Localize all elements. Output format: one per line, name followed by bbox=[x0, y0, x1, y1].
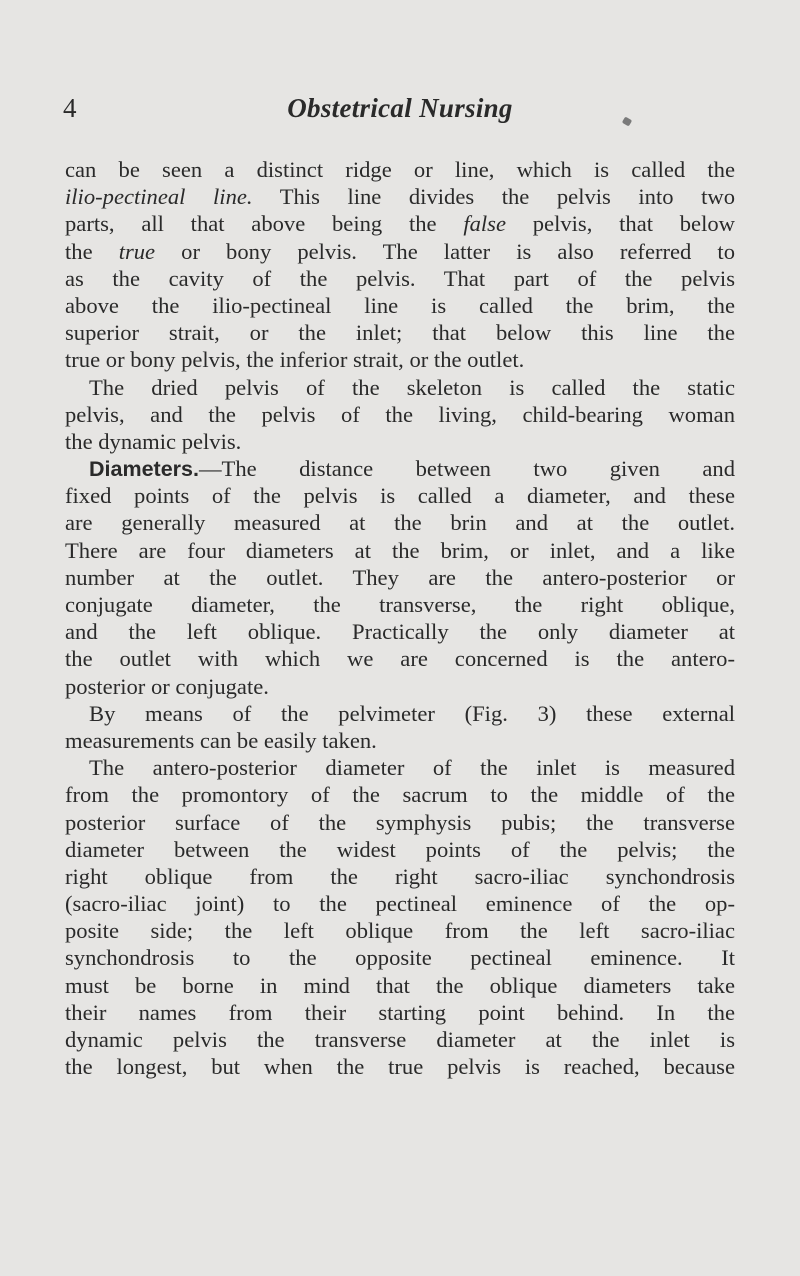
text-line bbox=[65, 537, 735, 564]
text-run: There are four diameters at the brim, or inlet, and a like bbox=[65, 537, 735, 563]
text-line bbox=[65, 727, 735, 754]
page-number: 4 bbox=[63, 93, 77, 123]
text-line bbox=[65, 156, 735, 183]
text-run: the outlet with which we are concerned is the antero- bbox=[65, 646, 735, 672]
text-line bbox=[65, 346, 735, 373]
text-line bbox=[65, 428, 735, 455]
text-run: as the cavity of the pelvis. That part of the pelvis bbox=[65, 265, 735, 291]
text-line bbox=[65, 455, 735, 482]
text-run: must be borne in mind that the oblique diameters take bbox=[65, 972, 735, 998]
text-run: The antero-posterior diameter of the inlet is measured bbox=[89, 755, 735, 781]
text-run: their names from their starting point behind. In the bbox=[65, 999, 735, 1025]
text-run: This line divides the pelvis into two bbox=[252, 184, 736, 210]
text-run: diameter between the widest points of the pelvis; the bbox=[65, 836, 735, 862]
text-run: or bony pelvis. The latter is also referred to bbox=[155, 238, 735, 264]
text-run: true or bony pelvis, the inferior strait, or the outlet. bbox=[65, 347, 525, 373]
text-line bbox=[65, 374, 735, 401]
text-run: are generally measured at the brin and at the outlet. bbox=[65, 510, 735, 536]
text-line bbox=[65, 836, 735, 863]
text-run: conjugate diameter, the transverse, the right oblique, bbox=[65, 592, 735, 617]
text-line bbox=[65, 319, 735, 346]
text-line bbox=[65, 944, 735, 971]
running-title: Obstetrical Nursing bbox=[287, 93, 513, 123]
text-line bbox=[65, 917, 735, 944]
text-line bbox=[65, 1026, 735, 1053]
text-run: measurements can be easily taken. bbox=[65, 727, 377, 753]
text-line bbox=[65, 863, 735, 890]
text-run: synchondrosis to the opposite pectineal eminence. It bbox=[65, 945, 735, 971]
text-run: can be seen a distinct ridge or line, which is called the bbox=[65, 157, 735, 182]
running-head bbox=[0, 90, 800, 130]
text-line bbox=[65, 1053, 735, 1080]
text-run: fixed points of the pelvis is called a diameter, and these bbox=[65, 483, 735, 509]
text-line bbox=[65, 754, 735, 781]
text-run: dynamic pelvis the transverse diameter at the inlet is bbox=[65, 1027, 735, 1052]
text-run: above the ilio-pectineal line is called the brim, the bbox=[65, 292, 735, 318]
text-line bbox=[65, 238, 735, 265]
text-line bbox=[65, 183, 735, 210]
text-line bbox=[65, 618, 735, 645]
text-run: and the left oblique. Practically the only diameter at bbox=[65, 619, 735, 645]
text-run: (sacro-iliac joint) to the pectineal eminence of the op- bbox=[65, 891, 735, 917]
italic-term: ilio-pectineal line. bbox=[65, 184, 253, 210]
text-line bbox=[65, 265, 735, 292]
text-line bbox=[65, 781, 735, 808]
text-line bbox=[65, 645, 735, 672]
text-run: pelvis, and the pelvis of the living, child-bearing woman bbox=[65, 401, 735, 427]
text-line bbox=[65, 999, 735, 1026]
text-line bbox=[65, 401, 735, 428]
text-run: The dried pelvis of the skeleton is called the static bbox=[89, 374, 735, 400]
text-line bbox=[65, 700, 735, 727]
text-line bbox=[65, 292, 735, 319]
text-line bbox=[65, 482, 735, 509]
text-run: right oblique from the right sacro-iliac synchondrosis bbox=[65, 863, 735, 889]
text-run: By means of the pelvimeter (Fig. 3) these external bbox=[89, 700, 735, 726]
text-run: superior strait, or the inlet; that below this line the bbox=[65, 320, 735, 346]
text-run: the longest, but when the true pelvis is reached, because bbox=[65, 1054, 735, 1080]
text-line bbox=[65, 509, 735, 536]
text-run: from the promontory of the sacrum to the middle of the bbox=[65, 782, 735, 808]
text-run: number at the outlet. They are the antero-posterior or bbox=[65, 564, 735, 590]
text-line bbox=[65, 673, 735, 700]
text-line bbox=[65, 972, 735, 999]
section-heading: Diameters. bbox=[89, 457, 199, 482]
text-run: pelvis, that below bbox=[506, 211, 735, 237]
text-line bbox=[65, 210, 735, 237]
text-run: posite side; the left oblique from the left sacro-iliac bbox=[65, 918, 735, 944]
text-run: posterior surface of the symphysis pubis; the transverse bbox=[65, 809, 735, 835]
text-run: the dynamic pelvis. bbox=[65, 428, 242, 454]
text-run: parts, all that above being the bbox=[65, 211, 464, 237]
text-run: the bbox=[65, 238, 119, 264]
text-run: posterior or conjugate. bbox=[65, 673, 269, 699]
text-line bbox=[65, 591, 735, 618]
italic-term: true bbox=[118, 238, 156, 264]
text-line bbox=[65, 890, 735, 917]
text-line bbox=[65, 564, 735, 591]
italic-term: false bbox=[463, 211, 506, 237]
text-line bbox=[65, 809, 735, 836]
text-run: —The distance between two given and bbox=[198, 456, 735, 482]
body-text bbox=[65, 156, 735, 1080]
